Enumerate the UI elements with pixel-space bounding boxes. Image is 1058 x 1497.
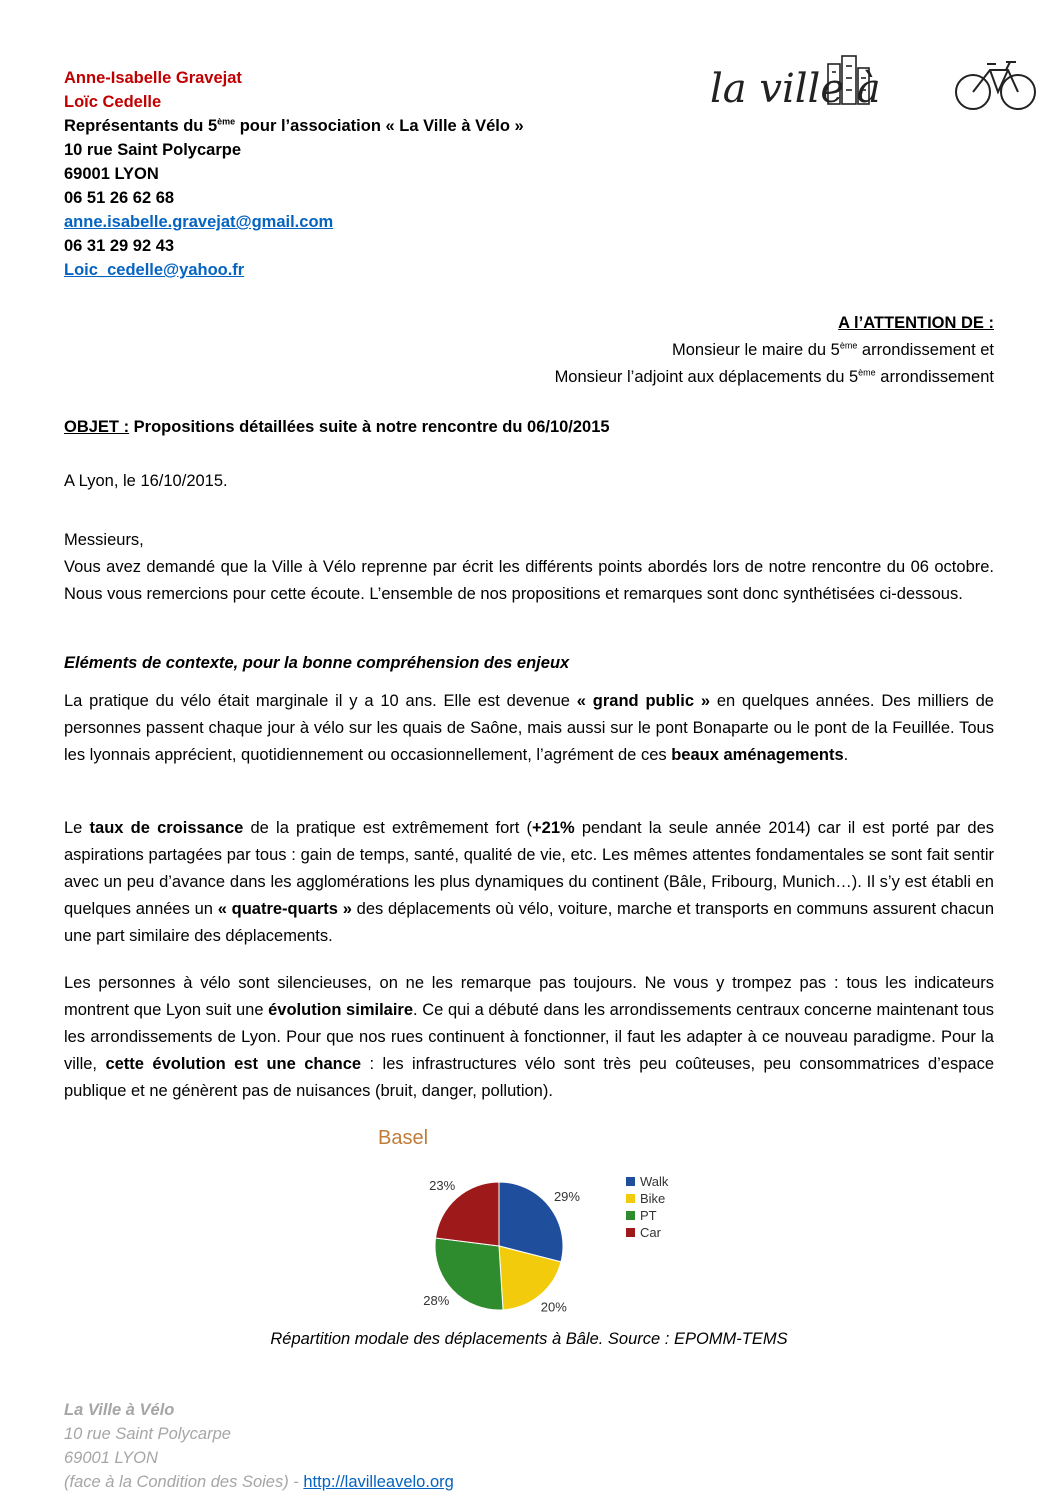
legend-label-car: Car bbox=[640, 1225, 661, 1240]
sender-email-1-link[interactable]: anne.isabelle.gravejat@gmail.com bbox=[64, 213, 334, 231]
legend-label-pt: PT bbox=[640, 1208, 657, 1223]
paragraph-1: La pratique du vélo était marginale il y a 10 ans. Elle est devenue « grand public » en quelques années. Des milliers de personnes passent chaque jour à vélo sur les quais de Saône, mais aussi sur le pont Bonaparte ou le pont de la Feuillée. Tous les lyonnais apprécient, quotidiennement ou occasionnellement, l’agrément de ces beaux aménagements. bbox=[64, 692, 994, 764]
pie-label-walk: 29% bbox=[553, 1188, 580, 1204]
footer-website-link[interactable]: http://lavilleavelo.org bbox=[303, 1473, 454, 1491]
recipient-heading: A l’ATTENTION DE : bbox=[838, 314, 994, 332]
legend-swatch-car bbox=[626, 1228, 635, 1237]
intro-block bbox=[64, 527, 994, 608]
greeting: Messieurs, bbox=[64, 531, 144, 549]
pie-label-pt: 28% bbox=[423, 1292, 450, 1308]
legend-label-walk: Walk bbox=[640, 1174, 669, 1189]
footer-block bbox=[64, 1398, 454, 1494]
legend-swatch-walk bbox=[626, 1177, 635, 1186]
sender-name-2: Loïc Cedelle bbox=[64, 93, 162, 111]
recipient-line-1: Monsieur le maire du 5ème arrondissement et bbox=[672, 340, 994, 359]
sender-block bbox=[64, 66, 524, 282]
footer-note-line: (face à la Condition des Soies) - http://lavilleavelo.org bbox=[64, 1473, 454, 1491]
legend-label-bike: Bike bbox=[640, 1191, 666, 1206]
la-ville-a-velo-logo bbox=[708, 50, 1038, 120]
legend-swatch-bike bbox=[626, 1194, 635, 1203]
footer-title: La Ville à Vélo bbox=[64, 1401, 175, 1419]
subject-line: OBJET : Propositions détaillées suite à notre rencontre du 06/10/2015 bbox=[64, 418, 610, 436]
intro-paragraph: Vous avez demandé que la Ville à Vélo reprenne par écrit les différents points abordés lors de notre rencontre du 06 octobre. Nous vous remercions pour cette écoute. L’ensemble de nos propositions et remarques sont donc synthétisées ci-dessous. bbox=[64, 558, 994, 603]
footer-city: 69001 LYON bbox=[64, 1449, 158, 1467]
sender-name-1: Anne-Isabelle Gravejat bbox=[64, 69, 242, 87]
sender-phone-1: 06 51 26 62 68 bbox=[64, 189, 175, 207]
letter-date: A Lyon, le 16/10/2015. bbox=[64, 472, 228, 490]
paragraph-2: Le taux de croissance de la pratique est extrêmement fort (+21% pendant la seule année 2014) car il est porté par des aspirations partagées par tous : gain de temps, santé, qualité de vie, etc. Les mêmes attentes fondamentales se sont fait sentir avec un peu d’avance dans les agglomérations les plus dynamiques du continent (Bâle, Fribourg, Munich…). Il s’y est établi en quelques années un « quatre-quarts » des déplacements où vélo, voiture, marche et transports en communs assurent chacun une part similaire des déplacements. bbox=[64, 819, 995, 945]
footer-street: 10 rue Saint Polycarpe bbox=[64, 1425, 231, 1443]
sender-street: 10 rue Saint Polycarpe bbox=[64, 141, 241, 159]
legend-swatch-pt bbox=[626, 1211, 635, 1220]
sender-phone-2: 06 31 29 92 43 bbox=[64, 237, 175, 255]
basel-modal-split-chart bbox=[370, 1120, 690, 1320]
logo-text: la ville à bbox=[710, 66, 881, 112]
context-heading: Eléments de contexte, pour la bonne compréhension des enjeux bbox=[64, 654, 570, 672]
sender-city: 69001 LYON bbox=[64, 165, 159, 183]
pie-label-car: 23% bbox=[429, 1177, 456, 1193]
recipient-block bbox=[555, 310, 994, 391]
recipient-line-2: Monsieur l’adjoint aux déplacements du 5ème arrondissement bbox=[554, 367, 994, 386]
chart-title: Basel bbox=[378, 1127, 429, 1149]
logo-bicycle-icon bbox=[956, 62, 1035, 109]
paragraph-3: Les personnes à vélo sont silencieuses, on ne les remarque pas toujours. Ne vous y trompez pas : tous les indicateurs montrent que Lyon suit une évolution similaire. Ce qui a débuté dans les arrondissements centraux concerne maintenant tous les arrondissements de Lyon. Pour que nos rues continuent à fonctionner, il faut les adapter à ce nouveau paradigme. Pour la ville, cette évolution est une chance : les infrastructures vélo sont très peu coûteuses, peu consommatrices d’espace publique et ne génèrent pas de nuisances (bruit, danger, pollution). bbox=[64, 974, 995, 1100]
chart-caption: Répartition modale des déplacements à Bâle. Source : EPOMM-TEMS bbox=[270, 1330, 788, 1348]
pie-label-bike: 20% bbox=[540, 1299, 567, 1315]
sender-role: Représentants du 5ème pour l’association « La Ville à Vélo » bbox=[64, 116, 524, 135]
sender-email-2-link[interactable]: Loic_cedelle@yahoo.fr bbox=[64, 261, 245, 279]
